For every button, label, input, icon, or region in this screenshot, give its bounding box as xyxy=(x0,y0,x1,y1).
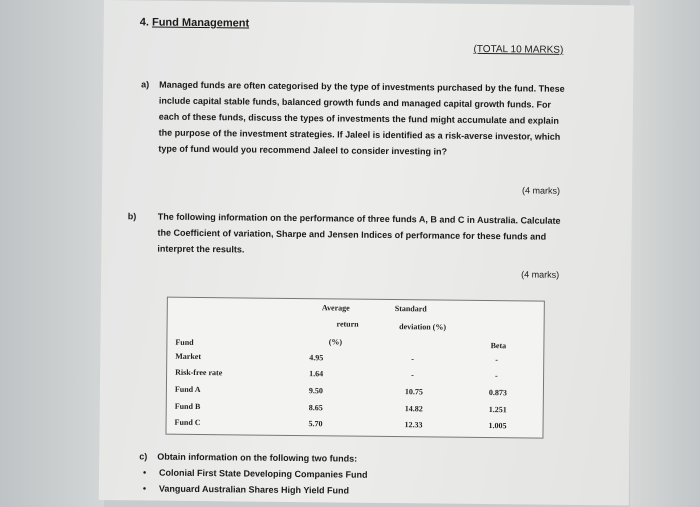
question-b-text: The following information on the performance of three funds A, B and C in Australia. Calculate the Coefficient of variation, Sharpe and Jensen Indices of performance for these funds and interpret the results. xyxy=(157,211,561,255)
row-fundb-sd: 14.82 xyxy=(404,404,423,414)
row-funda-beta: 0.873 xyxy=(488,388,507,398)
row-fundb-beta: 1.251 xyxy=(488,405,507,415)
document-page xyxy=(99,0,634,506)
question-c-label: c) xyxy=(139,451,148,462)
header-beta: Beta xyxy=(490,341,507,351)
header-average: Average xyxy=(321,303,350,313)
background-right xyxy=(630,0,700,507)
row-market-fund: Market xyxy=(175,351,202,362)
section-heading xyxy=(140,14,250,31)
total-marks: (TOTAL 10 MARKS) xyxy=(473,43,564,56)
row-riskfree-beta: - xyxy=(495,371,498,381)
row-fundb-avg: 8.65 xyxy=(308,403,323,413)
row-market-sd: - xyxy=(411,354,414,364)
row-riskfree-sd: - xyxy=(411,370,414,380)
header-percent: (%) xyxy=(328,337,343,347)
row-fundc-beta: 1.005 xyxy=(488,421,507,431)
header-fund: Fund xyxy=(175,337,194,347)
row-funda-fund: Fund A xyxy=(174,384,201,395)
header-deviation: deviation (%) xyxy=(399,322,447,332)
row-funda-avg: 9.50 xyxy=(308,386,323,396)
header-standard: Standard xyxy=(394,304,427,314)
row-fundc-sd: 12.33 xyxy=(404,420,423,430)
question-a-text: Managed funds are often categorised by the type of investments purchased by the fund. These include capital stable funds, balanced growth funds and managed capital growth funds. For each of these funds, discuss the types of investments the fund might accumulate and explain the purpose of the investment strategies. If Jaleel is identified as a risk-averse investor, which type of fund would you recommend Jaleel to consider investing in? xyxy=(158,79,565,157)
question-b-label: b) xyxy=(127,211,137,222)
row-market-avg: 4.95 xyxy=(309,353,324,363)
row-fundc-avg: 5.70 xyxy=(308,419,323,429)
question-a-label: a) xyxy=(141,79,150,90)
fund-list xyxy=(143,464,368,498)
row-fundb-fund: Fund B xyxy=(174,401,201,412)
section-number: 4. xyxy=(139,16,150,29)
question-b-marks: (4 marks) xyxy=(521,269,560,280)
header-return: return xyxy=(336,319,359,329)
question-c-text: Obtain information on the following two funds: xyxy=(157,451,358,464)
question-a-marks: (4 marks) xyxy=(521,185,561,196)
row-riskfree-fund: Risk-free rate xyxy=(175,367,223,378)
row-fundc-fund: Fund C xyxy=(174,417,201,428)
row-funda-sd: 10.75 xyxy=(404,387,423,397)
fund-performance-table xyxy=(165,297,544,439)
list-item: • Vanguard Australian Shares High Yield Fund xyxy=(143,480,368,498)
section-title: Fund Management xyxy=(151,16,250,30)
row-riskfree-avg: 1.64 xyxy=(309,369,324,379)
background-left xyxy=(0,0,104,507)
row-market-beta: - xyxy=(495,355,498,365)
list-item: • Colonial First State Developing Companies Fund xyxy=(143,464,368,482)
